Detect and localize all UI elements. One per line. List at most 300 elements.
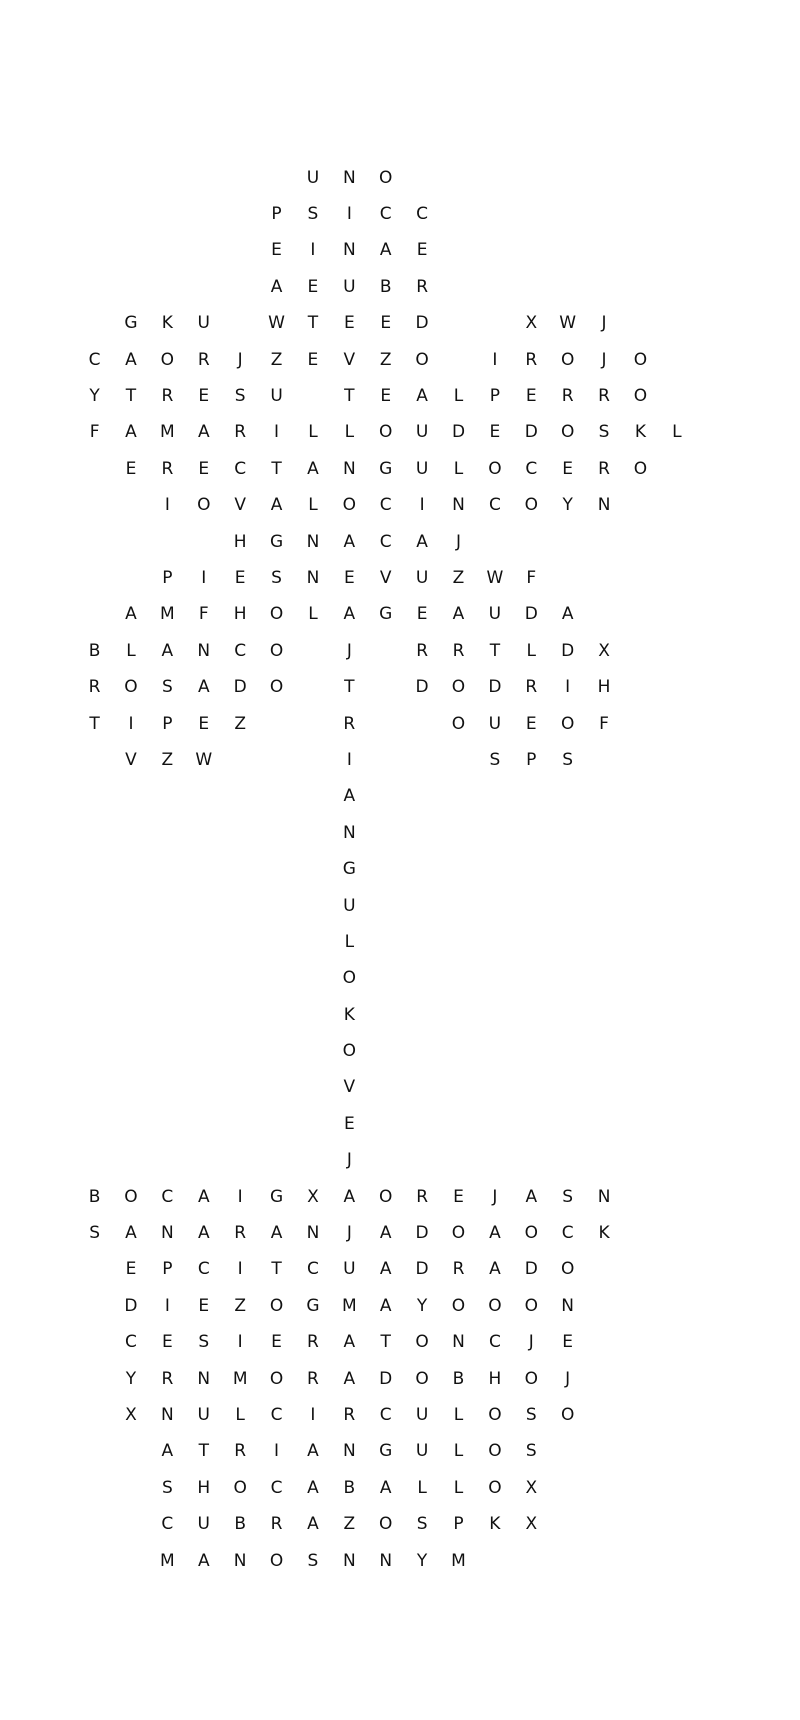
grid-cell-letter: K <box>489 1514 501 1535</box>
grid-cell-empty <box>40 1143 76 1179</box>
grid-cell-empty <box>513 524 549 560</box>
grid-cell-letter: G <box>342 859 356 880</box>
grid-cell-empty <box>513 269 549 305</box>
grid-cell-letter: A <box>161 1441 174 1462</box>
grid-cell-letter: Z <box>234 713 246 734</box>
grid-cell-empty <box>149 888 185 924</box>
grid-cell-letter: D <box>415 1223 429 1244</box>
grid-cell-letter: C <box>379 204 392 225</box>
grid-cell-letter: E <box>525 713 537 734</box>
grid-cell-letter: R <box>307 1368 319 1389</box>
grid-cell-letter: O <box>197 495 211 516</box>
grid-cell-empty <box>186 233 222 269</box>
grid-cell-empty <box>40 196 76 232</box>
grid-cell-letter: N <box>342 1441 356 1462</box>
grid-cell-letter: J <box>455 531 461 552</box>
grid-cell-letter: U <box>415 1441 429 1462</box>
grid-cell-letter: A <box>343 786 356 807</box>
grid-cell-empty <box>113 1033 149 1069</box>
grid-cell-empty <box>404 160 440 196</box>
grid-cell-empty <box>222 1033 258 1069</box>
grid-cell-letter: Y <box>89 386 100 407</box>
grid-cell-letter: S <box>234 386 246 407</box>
grid-cell-empty <box>477 888 513 924</box>
grid-cell-letter: U <box>415 422 429 443</box>
grid-cell-letter: D <box>124 1295 138 1316</box>
grid-cell-letter: C <box>197 1259 210 1280</box>
grid-cell-letter: A <box>307 1514 319 1535</box>
grid-cell-letter: L <box>235 1404 245 1425</box>
grid-cell-empty <box>258 815 294 851</box>
grid-cell-letter: N <box>342 240 356 261</box>
grid-cell-letter: V <box>234 495 246 516</box>
grid-cell-letter: E <box>307 276 319 297</box>
grid-cell-empty <box>622 560 658 596</box>
grid-cell-empty <box>549 1033 585 1069</box>
grid-cell-empty <box>440 779 476 815</box>
grid-cell-empty <box>622 742 658 778</box>
grid-cell-letter: U <box>488 713 502 734</box>
grid-cell-empty <box>622 961 658 997</box>
grid-cell-empty <box>549 269 585 305</box>
grid-cell-letter: A <box>343 531 356 552</box>
grid-cell-empty <box>222 269 258 305</box>
grid-cell-empty <box>622 1434 658 1470</box>
grid-cell-empty <box>222 924 258 960</box>
grid-cell-letter: R <box>270 1514 283 1535</box>
grid-cell-empty <box>586 1434 622 1470</box>
grid-cell-empty <box>477 196 513 232</box>
grid-cell-letter: J <box>346 640 352 661</box>
grid-cell-empty <box>477 924 513 960</box>
grid-cell-letter: N <box>197 640 211 661</box>
grid-cell-letter: N <box>342 167 356 188</box>
grid-cell-empty <box>659 779 695 815</box>
grid-cell-letter: A <box>343 1368 356 1389</box>
grid-cell-empty <box>659 560 695 596</box>
grid-cell-letter: U <box>343 1259 356 1280</box>
grid-cell-empty <box>76 1470 112 1506</box>
grid-cell-empty <box>622 1325 658 1361</box>
grid-cell-empty <box>258 924 294 960</box>
grid-cell-empty <box>622 524 658 560</box>
grid-cell-empty <box>586 1470 622 1506</box>
grid-cell-letter: E <box>161 1332 173 1353</box>
grid-cell-letter: E <box>198 1295 210 1316</box>
grid-cell-empty <box>659 233 695 269</box>
grid-cell-letter: O <box>269 1295 284 1316</box>
grid-cell-empty <box>186 924 222 960</box>
grid-cell-empty <box>40 233 76 269</box>
grid-cell-letter: A <box>343 1186 356 1207</box>
grid-cell-empty <box>295 706 331 742</box>
grid-cell-letter: E <box>380 313 392 334</box>
grid-cell-letter: A <box>197 1186 210 1207</box>
grid-cell-empty <box>659 1543 695 1579</box>
grid-cell-letter: U <box>415 567 429 588</box>
grid-cell-empty <box>113 269 149 305</box>
grid-cell-letter: A <box>379 1259 392 1280</box>
grid-cell-empty <box>549 196 585 232</box>
grid-cell-empty <box>40 1288 76 1324</box>
grid-cell-empty <box>368 1143 404 1179</box>
grid-cell-letter: A <box>307 458 319 479</box>
grid-cell-empty <box>549 1143 585 1179</box>
grid-cell-empty <box>222 961 258 997</box>
grid-cell-letter: I <box>419 495 425 516</box>
grid-cell-empty <box>513 961 549 997</box>
grid-cell-letter: E <box>271 1332 282 1353</box>
grid-cell-letter: E <box>343 567 355 588</box>
grid-cell-letter: M <box>160 1550 175 1571</box>
grid-cell-empty <box>76 851 112 887</box>
grid-cell-letter: A <box>197 422 210 443</box>
grid-cell-empty <box>549 851 585 887</box>
grid-cell-empty <box>76 779 112 815</box>
grid-cell-empty <box>186 1033 222 1069</box>
grid-cell-letter: R <box>416 640 428 661</box>
grid-cell-empty <box>659 1361 695 1397</box>
grid-cell-empty <box>477 1070 513 1106</box>
grid-cell-empty <box>40 1434 76 1470</box>
grid-cell-empty <box>222 742 258 778</box>
grid-cell-letter: E <box>343 313 355 334</box>
grid-cell-letter: I <box>237 1259 243 1280</box>
grid-cell-letter: V <box>343 349 356 370</box>
grid-cell-empty <box>477 306 513 342</box>
grid-cell-empty <box>186 961 222 997</box>
grid-cell-empty <box>586 1288 622 1324</box>
grid-cell-empty <box>40 524 76 560</box>
grid-cell-letter: I <box>492 349 498 370</box>
grid-cell-letter: D <box>415 1259 429 1280</box>
grid-cell-empty <box>440 961 476 997</box>
grid-cell-empty <box>222 815 258 851</box>
grid-cell-empty <box>368 779 404 815</box>
grid-cell-letter: E <box>525 386 537 407</box>
grid-cell-empty <box>659 961 695 997</box>
grid-cell-empty <box>368 742 404 778</box>
grid-cell-empty <box>76 488 112 524</box>
grid-cell-empty <box>404 1070 440 1106</box>
grid-cell-letter: E <box>489 422 501 443</box>
grid-cell-empty <box>258 160 294 196</box>
grid-cell-empty <box>477 1106 513 1142</box>
grid-cell-empty <box>586 196 622 232</box>
grid-cell-letter: S <box>161 1477 173 1498</box>
grid-cell-letter: A <box>270 1223 283 1244</box>
grid-cell-letter: S <box>307 204 319 225</box>
grid-cell-letter: R <box>598 386 610 407</box>
grid-cell-letter: K <box>343 1004 355 1025</box>
grid-cell-empty <box>295 961 331 997</box>
grid-cell-letter: M <box>341 1295 357 1316</box>
grid-cell-letter: L <box>453 1404 464 1425</box>
grid-cell-empty <box>404 997 440 1033</box>
grid-cell-letter: O <box>124 677 138 698</box>
grid-cell-empty <box>295 997 331 1033</box>
grid-cell-empty <box>76 888 112 924</box>
grid-cell-empty <box>404 924 440 960</box>
grid-cell-empty <box>513 997 549 1033</box>
grid-cell-letter: C <box>416 204 429 225</box>
grid-cell-letter: O <box>342 495 357 516</box>
grid-cell-empty <box>586 1106 622 1142</box>
grid-cell-empty <box>404 706 440 742</box>
grid-cell-empty <box>76 1543 112 1579</box>
grid-cell-empty <box>622 1470 658 1506</box>
grid-cell-letter: E <box>198 713 210 734</box>
grid-cell-letter: R <box>525 677 538 698</box>
grid-cell-empty <box>659 1033 695 1069</box>
grid-cell-empty <box>368 1033 404 1069</box>
grid-cell-empty <box>113 1506 149 1542</box>
grid-cell-letter: T <box>271 1259 282 1280</box>
grid-cell-empty <box>586 1252 622 1288</box>
grid-cell-empty <box>586 1361 622 1397</box>
grid-cell-empty <box>40 1070 76 1106</box>
grid-cell-letter: E <box>125 458 137 479</box>
grid-cell-empty <box>659 1506 695 1542</box>
grid-cell-empty <box>40 1179 76 1215</box>
grid-cell-empty <box>659 997 695 1033</box>
grid-cell-empty <box>477 997 513 1033</box>
grid-cell-empty <box>513 196 549 232</box>
grid-cell-empty <box>477 961 513 997</box>
grid-cell-empty <box>222 306 258 342</box>
grid-cell-letter: L <box>344 422 355 443</box>
grid-cell-empty <box>40 633 76 669</box>
grid-cell-letter: R <box>343 713 356 734</box>
grid-cell-letter: T <box>380 1332 391 1353</box>
grid-cell-empty <box>76 924 112 960</box>
grid-cell-letter: I <box>274 422 280 443</box>
grid-cell-empty <box>295 633 331 669</box>
grid-cell-empty <box>659 706 695 742</box>
grid-cell-letter: E <box>380 386 392 407</box>
grid-cell-empty <box>186 779 222 815</box>
grid-cell-letter: W <box>268 313 285 334</box>
grid-cell-letter: I <box>237 1332 243 1353</box>
grid-cell-empty <box>477 851 513 887</box>
grid-cell-letter: R <box>234 1441 247 1462</box>
grid-cell-letter: G <box>306 1295 320 1316</box>
grid-cell-empty <box>113 196 149 232</box>
grid-cell-letter: P <box>271 204 282 225</box>
grid-cell-empty <box>622 597 658 633</box>
grid-cell-empty <box>40 1543 76 1579</box>
grid-cell-letter: K <box>598 1223 610 1244</box>
grid-cell-letter: A <box>197 677 210 698</box>
grid-cell-empty <box>368 997 404 1033</box>
grid-cell-empty <box>404 1143 440 1179</box>
grid-cell-letter: P <box>526 749 537 770</box>
grid-cell-letter: O <box>488 1441 502 1462</box>
grid-cell-letter: O <box>488 1295 502 1316</box>
grid-cell-letter: O <box>560 349 575 370</box>
grid-cell-letter: C <box>525 458 538 479</box>
grid-cell-empty <box>40 1215 76 1251</box>
grid-cell-empty <box>622 269 658 305</box>
grid-cell-empty <box>659 342 695 378</box>
grid-cell-letter: G <box>379 1441 393 1462</box>
grid-cell-letter: G <box>379 458 393 479</box>
grid-cell-empty <box>513 924 549 960</box>
grid-cell-empty <box>440 888 476 924</box>
grid-cell-empty <box>40 451 76 487</box>
grid-cell-letter: J <box>601 349 607 370</box>
grid-cell-empty <box>295 851 331 887</box>
grid-cell-letter: X <box>525 313 538 334</box>
grid-cell-letter: H <box>597 677 611 698</box>
grid-cell-empty <box>440 306 476 342</box>
grid-cell-empty <box>186 524 222 560</box>
grid-cell-empty <box>76 961 112 997</box>
grid-cell-empty <box>440 1070 476 1106</box>
grid-cell-letter: L <box>126 640 136 661</box>
grid-cell-letter: B <box>88 1186 101 1207</box>
grid-cell-letter: U <box>415 1404 429 1425</box>
grid-cell-letter: L <box>526 640 537 661</box>
grid-cell-empty <box>295 378 331 414</box>
grid-cell-empty <box>258 1033 294 1069</box>
grid-cell-empty <box>549 160 585 196</box>
grid-cell-empty <box>622 1215 658 1251</box>
grid-cell-empty <box>440 1143 476 1179</box>
grid-cell-empty <box>76 1070 112 1106</box>
grid-cell-empty <box>659 306 695 342</box>
grid-cell-empty <box>513 1033 549 1069</box>
grid-cell-empty <box>40 160 76 196</box>
grid-cell-empty <box>513 1143 549 1179</box>
grid-cell-empty <box>113 1070 149 1106</box>
grid-cell-empty <box>40 851 76 887</box>
grid-cell-empty <box>477 815 513 851</box>
grid-cell-empty <box>149 815 185 851</box>
grid-cell-empty <box>149 851 185 887</box>
letter-grid <box>40 160 695 1579</box>
grid-cell-empty <box>113 160 149 196</box>
grid-cell-letter: E <box>198 386 210 407</box>
grid-cell-empty <box>622 1070 658 1106</box>
grid-cell-empty <box>477 1143 513 1179</box>
grid-cell-letter: C <box>488 495 501 516</box>
grid-cell-empty <box>258 997 294 1033</box>
grid-cell-empty <box>659 1179 695 1215</box>
grid-cell-empty <box>40 1325 76 1361</box>
grid-cell-letter: P <box>489 386 501 407</box>
grid-cell-letter: M <box>451 1550 466 1571</box>
grid-cell-empty <box>440 1033 476 1069</box>
grid-cell-letter: C <box>379 495 392 516</box>
grid-cell-letter: U <box>415 458 429 479</box>
grid-cell-letter: N <box>597 1186 611 1207</box>
grid-cell-letter: S <box>525 1441 537 1462</box>
grid-cell-empty <box>440 196 476 232</box>
grid-cell-letter: O <box>633 349 648 370</box>
grid-cell-empty <box>513 888 549 924</box>
grid-cell-letter: V <box>379 567 392 588</box>
grid-cell-letter: G <box>124 313 138 334</box>
grid-cell-empty <box>586 851 622 887</box>
grid-cell-empty <box>40 488 76 524</box>
grid-cell-empty <box>586 1325 622 1361</box>
grid-cell-empty <box>586 997 622 1033</box>
grid-cell-empty <box>586 742 622 778</box>
grid-cell-empty <box>186 851 222 887</box>
grid-cell-letter: T <box>89 713 100 734</box>
grid-cell-empty <box>149 524 185 560</box>
grid-cell-letter: A <box>525 1186 538 1207</box>
grid-cell-empty <box>586 1143 622 1179</box>
grid-cell-letter: I <box>237 1186 243 1207</box>
grid-cell-letter: H <box>233 604 247 625</box>
grid-cell-letter: A <box>307 1441 319 1462</box>
grid-cell-letter: X <box>125 1404 137 1425</box>
grid-cell-empty <box>440 742 476 778</box>
grid-cell-letter: R <box>161 386 174 407</box>
grid-cell-empty <box>368 1106 404 1142</box>
grid-cell-empty <box>659 924 695 960</box>
grid-cell-empty <box>222 233 258 269</box>
grid-cell-letter: X <box>525 1477 538 1498</box>
grid-cell-empty <box>622 1506 658 1542</box>
grid-cell-empty <box>368 924 404 960</box>
grid-cell-letter: D <box>524 604 538 625</box>
grid-cell-empty <box>549 779 585 815</box>
grid-cell-empty <box>222 779 258 815</box>
grid-cell-empty <box>513 851 549 887</box>
grid-cell-letter: E <box>234 567 246 588</box>
grid-cell-letter: B <box>452 1368 465 1389</box>
grid-cell-letter: C <box>161 1514 174 1535</box>
grid-cell-empty <box>222 160 258 196</box>
grid-cell-letter: A <box>379 1477 392 1498</box>
grid-cell-letter: D <box>379 1368 393 1389</box>
grid-cell-empty <box>40 560 76 596</box>
grid-cell-letter: O <box>269 1550 284 1571</box>
grid-cell-empty <box>659 851 695 887</box>
grid-cell-empty <box>586 560 622 596</box>
grid-cell-letter: N <box>452 1332 465 1353</box>
grid-cell-letter: A <box>197 1223 210 1244</box>
grid-cell-letter: A <box>161 640 174 661</box>
grid-cell-letter: R <box>88 677 101 698</box>
grid-cell-empty <box>76 233 112 269</box>
grid-cell-letter: H <box>488 1368 502 1389</box>
grid-cell-empty <box>586 269 622 305</box>
grid-cell-letter: J <box>237 349 243 370</box>
grid-cell-letter: R <box>416 1186 428 1207</box>
grid-cell-empty <box>295 1143 331 1179</box>
grid-cell-empty <box>440 997 476 1033</box>
grid-cell-letter: S <box>307 1550 319 1571</box>
grid-cell-letter: R <box>452 640 465 661</box>
grid-cell-empty <box>40 815 76 851</box>
grid-cell-letter: B <box>234 1514 246 1535</box>
grid-cell-letter: W <box>195 749 213 770</box>
grid-cell-letter: O <box>451 1223 466 1244</box>
grid-cell-letter: L <box>453 458 464 479</box>
grid-cell-letter: A <box>416 386 428 407</box>
grid-cell-letter: I <box>310 1404 316 1425</box>
grid-cell-empty <box>113 1143 149 1179</box>
grid-cell-letter: V <box>343 1077 356 1098</box>
grid-cell-letter: Z <box>452 567 465 588</box>
grid-cell-letter: E <box>307 349 319 370</box>
grid-cell-letter: J <box>346 1150 352 1171</box>
grid-cell-letter: Z <box>379 349 392 370</box>
